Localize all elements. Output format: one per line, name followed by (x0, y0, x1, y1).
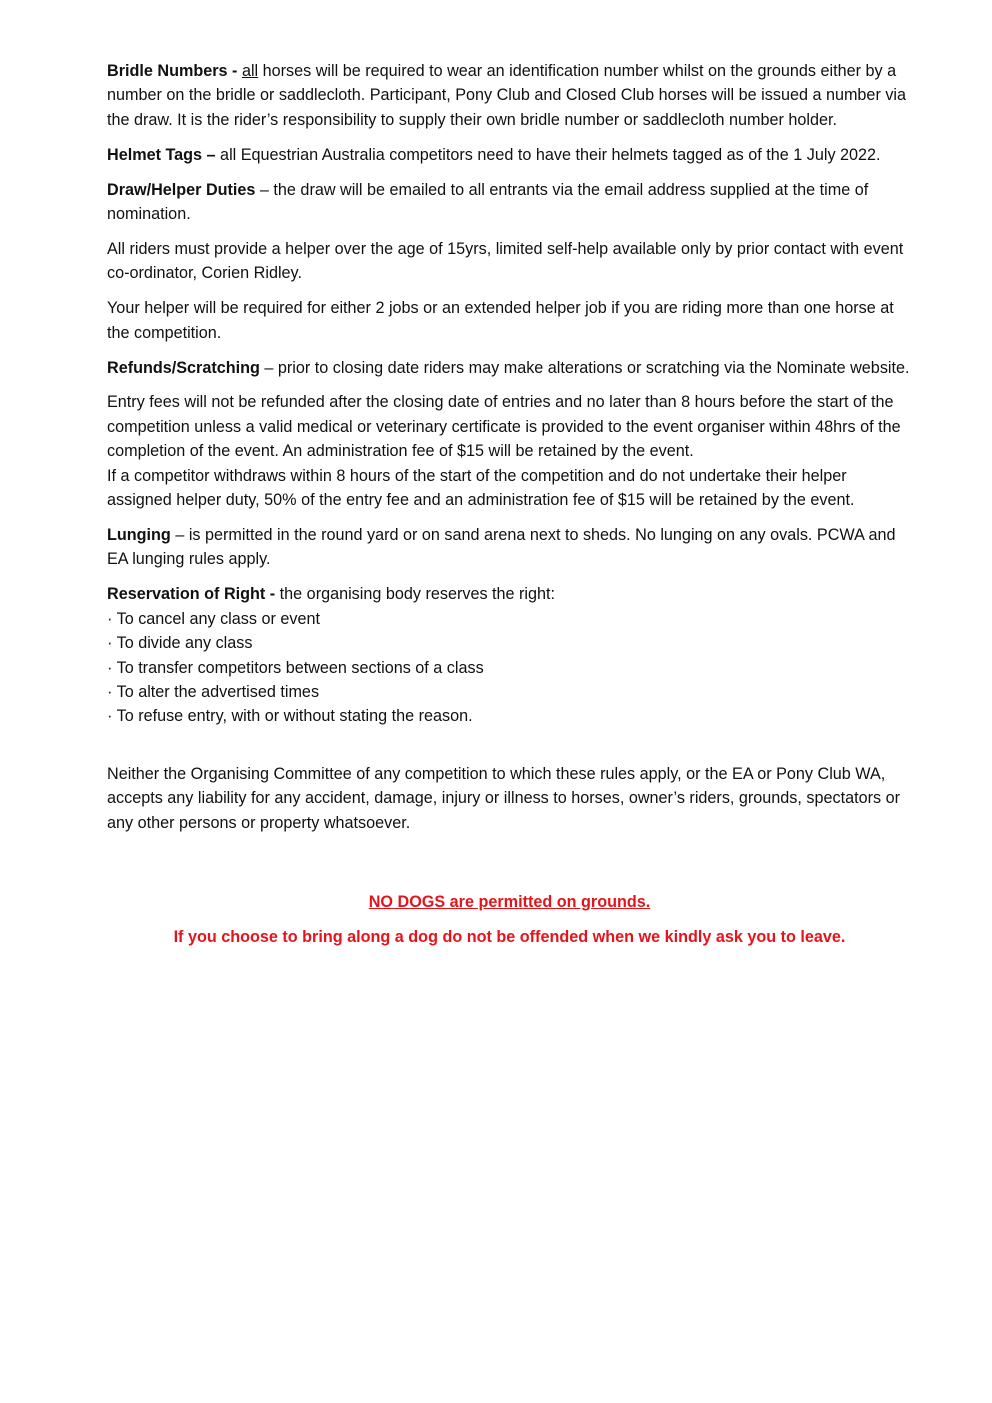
list-item: · To cancel any class or event (107, 609, 320, 628)
bridle-numbers-title: Bridle Numbers - (107, 62, 238, 80)
draw-helper-title: Draw/Helper Duties (107, 180, 256, 199)
no-dogs-notice: NO DOGS are permitted on grounds. (368, 893, 651, 912)
draw-helper-text: – the draw will be emailed to all entrants via the email address supplied at the time of nomination. (107, 180, 869, 224)
helmet-tags-text: all Equestrian Australia competitors need to have their helmets tagged as of the 1 July 2022. (215, 145, 881, 164)
list-item: · To divide any class (107, 634, 253, 653)
refunds-scratching-paragraph (107, 356, 912, 380)
spacer (107, 729, 912, 762)
reservation-list (107, 607, 912, 729)
helmet-tags-paragraph (107, 143, 912, 167)
reservation-title: Reservation of Right - (107, 585, 276, 604)
liability-paragraph: Neither the Organising Committee of any competition to which these rules apply, or the EA or Pony Club WA, accepts any liability for any accident, damage, injury or illness to horses, owner’s riders, grounds, spectators or any other persons or property whatsoever. (107, 764, 900, 832)
dog-warning-notice: If you choose to bring along a dog do not be offended when we kindly ask you to leave. (173, 927, 846, 946)
lunging-title: Lunging (107, 526, 171, 544)
bridle-numbers-paragraph (107, 59, 912, 132)
reservation-paragraph (107, 582, 912, 606)
draw-helper-paragraph (107, 178, 912, 227)
helper-requirement-paragraph: All riders must provide a helper over the age of 15yrs, limited self-help available only by prior contact with event co-ordinator, Corien Ridley. (107, 239, 904, 283)
entry-fees-paragraph: Entry fees will not be refunded after the closing date of entries and no later than 8 hours before the start of the competition unless a valid medical or veterinary certificate is provided to the event organiser within 48hrs of the completion of the event. An administration fee of $15 will be retained by the event. (107, 393, 901, 461)
bridle-numbers-text: horses will be required to wear an identification number whilst on the grounds either by a number on the bridle or saddlecloth. Participant, Pony Club and Closed Club horses will be issued a number via the draw. It is the rider’s responsibility to supply their own bridle number or saddlecloth number holder. (107, 62, 907, 129)
list-item: · To alter the advertised times (107, 682, 320, 701)
reservation-text: the organising body reserves the right: (275, 585, 556, 604)
withdrawal-paragraph: If a competitor withdraws within 8 hours of the start of the competition and do not undertake their helper assigned helper duty, 50% of the entry fee and an administration fee of $15 will be retained by the event. (107, 466, 855, 510)
bridle-numbers-emphasis: all (241, 62, 259, 80)
helmet-tags-title: Helmet Tags – (107, 145, 216, 164)
refunds-scratching-title: Refunds/Scratching (107, 358, 260, 377)
spacer (107, 845, 912, 890)
refunds-scratching-text: – prior to closing date riders may make alterations or scratching via the Nominate website. (259, 358, 910, 377)
helper-jobs-paragraph: Your helper will be required for either 2 jobs or an extended helper job if you are riding more than one horse at the competition. (107, 299, 894, 342)
list-item: · To transfer competitors between sections of a class (107, 658, 484, 677)
lunging-paragraph (107, 523, 912, 572)
list-item: · To refuse entry, with or without stating the reason. (107, 707, 473, 726)
lunging-text: – is permitted in the round yard or on sand arena next to sheds. No lunging on any ovals. PCWA and EA lunging rules apply. (107, 526, 896, 569)
document-page (107, 59, 912, 960)
